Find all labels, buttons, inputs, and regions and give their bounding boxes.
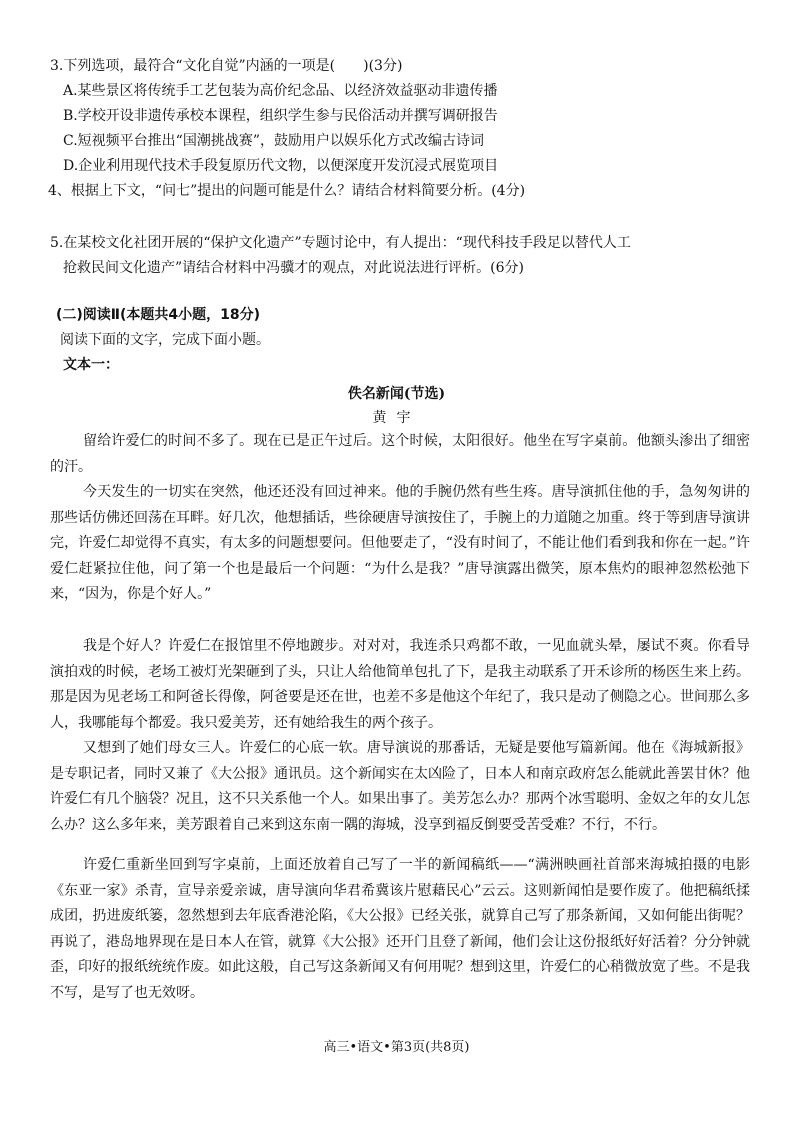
section-instruction: 阅读下面的文字，完成下面小题。 [60, 332, 270, 348]
question-5-line-2: 抢救民间文化遗产”请结合材料中冯骥才的观点，对此说法进行评析。(6分) [63, 260, 524, 276]
article-paragraph-1: 留给许爱仁的时间不多了。现在已是正午过后。这个时候，太阳很好。他坐在写字桌前。他额头渗出了细密的汗。 [50, 433, 750, 475]
question-3-option-a: A.某些景区将传统手工艺包装为高价纪念品、以经济效益驱动非遗传播 [63, 83, 498, 99]
question-3-option-b: B.学校开设非遗传承校本课程，组织学生参与民俗活动并撰写调研报告 [63, 108, 498, 124]
article-paragraph-4: 又想到了她们母女三人。许爱仁的心底一软。唐导演说的那番话，无疑是要他写篇新闻。他在《海城新报》是专职记者，同时又兼了《大公报》通讯员。这个新闻实在太凶险了，日本人和南京政府怎么能就此善罢甘休？他许爱仁有几个脑袋？况且，这不只关系他一个人。如果出事了。美芳怎么办？那两个冰雪聪明、金奴之年的女儿怎么办？这么多年来，美芳跟着自己来到这东南一隅的海城，没享到福反倒要受苦受难？不行，不行。 [50, 740, 750, 833]
article-paragraph-2: 今天发生的一切实在突然，他还还没有回过神来。他的手腕仍然有些生疼。唐导演抓住他的手，急匆匆讲的那些话仿佛还回荡在耳畔。好几次，他想插话，些徐硬唐导演按住了，手腕上的力道随之加重。终于等到唐导演讲完，许爱仁却觉得不真实，有太多的问题想要问。但他要走了，“没有时间了，不能让他们看到我和你在一起。”许爱仁赶紧拉住他，问了第一个也是最后一个问题：“为什么是我？”唐导演露出微笑，原本焦灼的眼神忽然松弛下来，“因为，你是个好人。” [50, 484, 750, 603]
question-4: 4、根据上下文，“问七”提出的问题可能是什么？请结合材料简要分析。(4分) [48, 183, 526, 199]
article-paragraph-3: 我是个好人？许爱仁在报馆里不停地踱步。对对对，我连杀只鸡都不敢，一见血就头晕，屡试不爽。你看导演拍戏的时候，老场工被灯光架砸到了头，只让人给他简单包扎了下，是我主动联系了开禾诊所的杨医生来上药。那是因为见老场工和阿爸长得像，阿爸要是还在世，也差不多是他这个年纪了，我只是动了侧隐之心。世间那么多人，我哪能每个都爱。我只爱美芳，还有她给我生的两个孩子。 [50, 638, 750, 731]
text-label: 文本一： [63, 357, 119, 373]
article-title: 佚名新闻(节选) [347, 386, 446, 402]
question-5-line-1: 5.在某校文化社团开展的“保护文化遗产”专题讨论中，有人提出：“现代科技手段足以替代人工 [50, 235, 631, 251]
page-footer: 高三•语文•第3页(共8页) [323, 1040, 470, 1055]
question-3-option-d: D.企业利用现代技术手段复原历代文物，以便深度开发沉浸式展览项目 [63, 158, 499, 174]
question-3-stem: 3.下列选项，最符合“文化自觉”内涵的一项是( )(3分) [50, 58, 403, 74]
article-author: 黄宇 [372, 410, 421, 426]
article-paragraph-5: 许爱仁重新坐回到写字桌前，上面还放着自己写了一半的新闻稿纸——“满洲映画社首部来海城拍摄的电影《东亚一家》杀青，宣导亲爱亲诚，唐导演向华君希冀该片慰藉民心”云云。这则新闻怕是要作废了。他把稿纸揉成团，扔进废纸篓，忽然想到去年底香港沦陷，《大公报》已经关张，就算自己写了那条新闻，又如何能出街呢？再说了，港岛地界现在是日本人在管，就算《大公报》还开门且登了新闻，他们会让这份报纸好好活着？分分钟就歪，印好的报纸统统作废。如此这般，自己写这条新闻又有何用呢？想到这里，许爱仁的心稍微放宽了些。不是我不写，是写了也无效呀。 [50, 857, 750, 1001]
question-3-option-c: C.短视频平台推出“国潮挑战赛”，鼓励用户以娱乐化方式改编古诗词 [63, 133, 484, 149]
section-heading: (二)阅读Ⅱ(本题共4小题，18分) [56, 307, 261, 323]
